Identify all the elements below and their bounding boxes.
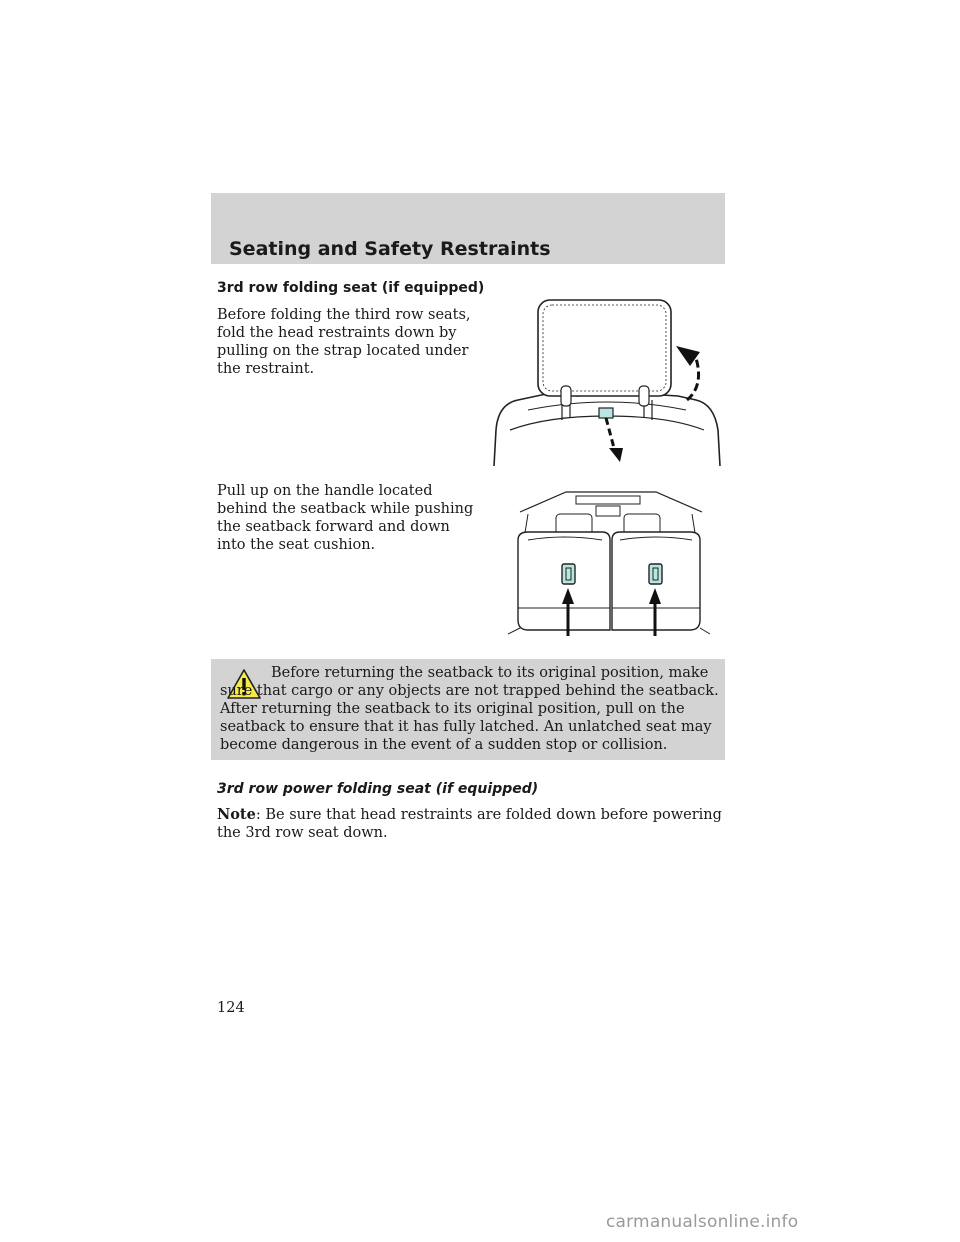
head-restraint-illustration <box>488 290 726 480</box>
section-heading-power-folding: 3rd row power folding seat (if equipped) <box>217 781 539 797</box>
instruction-paragraph-head-restraints: Before folding the third row seats, fold the head restraints down by pulling on the strap located under the restraint. <box>217 307 471 377</box>
warning-box <box>211 659 725 760</box>
note-label: Note <box>217 806 256 823</box>
header-band <box>211 193 725 264</box>
instruction-paragraph-seatback: Pull up on the handle located behind the seatback while pushing the seatback forward and down into the seat cushion. <box>217 483 474 553</box>
watermark: carmanualsonline.info <box>606 1212 799 1232</box>
section-heading-folding-seat: 3rd row folding seat (if equipped) <box>217 280 485 296</box>
seatback-handle-illustration <box>506 484 711 636</box>
note-paragraph <box>217 806 722 842</box>
page-number: 124 <box>217 1000 245 1016</box>
note-text: : Be sure that head restraints are folded down before powering the 3rd row seat down. <box>217 807 722 841</box>
page-title: Seating and Safety Restraints <box>229 238 551 260</box>
warning-text: Before returning the seatback to its original position, make sure that cargo or any objects are not trapped behind the seatback. After returning the seatback to its original position, pull on the seatback to ensure that it has fully latched. An unlatched seat may become dangerous in the event of a sudden stop or collision. <box>220 665 719 753</box>
